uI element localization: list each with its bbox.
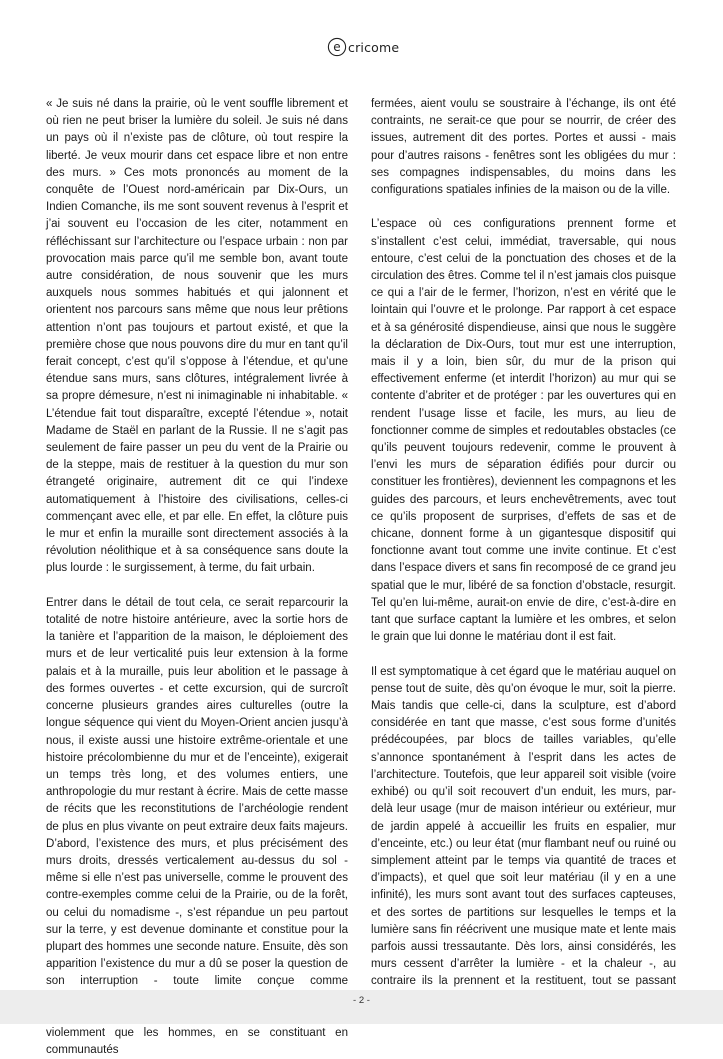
svg-text:e: e — [333, 40, 341, 55]
logo-text: cricome — [348, 39, 400, 55]
right-column — [371, 96, 676, 1025]
ecricome-logo — [327, 37, 399, 57]
paragraph: fermées, aient voulu se soustraire à l’échange, ils ont été contraints, ne serait-ce que pour se nourrir, de créer des issues, autrement dit des portes. Portes et aussi - mais pour d’autres raisons - fenêtres sont les obligées du mur : ses compagnes indispensables, du moins dans les configurations spatiales infinies de la maison ou de la ville. — [371, 98, 676, 197]
page-number: - 2 - — [353, 995, 370, 1006]
paragraph: L’espace où ces configurations prennent forme et s’installent c’est celui, immédiat, traversable, qui nous entoure, c’est celui de la ponctuation des choses et de la circulation des êtres. Comme tel il n’est jamais clos puisque ce qui a l’air de le fermer, l’horizon, n’est en vérité que le lointain qui l’ouvre et le prolonge. Par rapport à cet espace et à sa générosité dispendieuse, ainsi que nous le suggère la déclaration de Dix-Ours, tout mur est une interruption, mais il y a loin, bien sûr, du mur de la prison qui effectivement enferme (et interdit l’horizon) au mur qui se contente d’abriter et de protéger : par les ouvertures qui en rendent l’usage lisse et facile, les murs, au lieu de fonctionner comme de simples et redoutables obstacles (ce qu’ils peuvent toujours redevenir, comme le prouvent à l’envi les murs de séparation édifiés pour durcir ou constituer les frontières), deviennent les compagnons et les guides des parcours, et leurs enchevêtrements, avec tout ce qu’ils proposent de surprises, d’effets de sas et de chicane, donnent forme à un gigantesque dispositif qui fonctionne avant tout comme une invite continue. Et c’est dans l’espace divers et sans fin recomposé de ce grand jeu spatial que le mur, libéré de sa fonction d’obstacle, resurgit. Tel qu’en lui-même, aurait-on envie de dire, c’est-à-dire en tant que surface captant la lumière et les ombres, et selon le grain que lui donne le matériau dont il est fait. — [371, 218, 676, 644]
ecricome-e-icon — [327, 37, 347, 57]
paragraph: « Je suis né dans la prairie, où le vent souffle librement et où rien ne peut briser la lumière du soleil. Je suis né dans un pays où il n’existe pas de clôture, où tout respire la liberté. Je veux mourir dans cet espace libre et non entre des murs. » Ces mots prononcés au moment de la conquête de l’Ouest nord-américain par Dix-Ours, un Indien Comanche, ils me sont souvent revenus à l’esprit et j’ai souvent eu l’occasion de les citer, notamment en réfléchissant sur l’architecture ou l’espace urbain : non par provocation mais parce qu’il me semble bon, avant toute autre considération, de nous souvenir que les murs auxquels nous sommes habitués et qui jalonnent et orientent nos parcours sans même que nous leur prêtions attention n’ont pas toujours et partout existé, et que la première chose que nous pouvons dire du mur en tant qu’il ferait concept, c’est qu’il s’oppose à l’étendue, et qu’une étendue sans murs, sans clôtures, intégralement livrée à sa propre démesure, n’est ni inimaginable ni inhabitable. « L’étendue fait tout disparaître, excepté l’étendue », notait Madame de Staël en parlant de la Russie. Il ne s’agit pas seulement de faire passer un peu du vent de la Prairie ou de la steppe, mais de restituer à la question du mur son étrangeté originaire, autrement dit ce qui l’indexe automatiquement à l’histoire des civilisations, celles-ci commençant avec elle, et par elle. En effet, la clôture puis le mur et enfin la muraille sont directement associés à la révolution néolithique et à sa conséquence sans doute la plus lourde : le surgissement, à terme, du fait urbain. — [46, 98, 348, 575]
paragraph: Il est symptomatique à cet égard que le matériau auquel on pense tout de suite, dès qu’on évoque le mur, soit la pierre. Mais tandis que celle-ci, dans la sculpture, est d’abord considérée en tant que masse, c’est sous forme d’unités prédécoupées, par blocs de tailles variables, qu’elle s’annonce spontanément à l’esprit dans les actes de l’architecture. Toutefois, que leur appareil soit visible (voire exhibé) ou qu’il soit recouvert d’un enduit, les murs, par-delà leur usage (mur de maison intérieur ou extérieur, mur de jardin appelé à accueillir les fruits en espalier, mur d’enceinte, etc.) ou leur état (mur flambant neuf ou ruiné ou simplement atteint par le temps via quantité de traces et d’impacts), et quel que soit leur matériau (il y en a une infinité), les murs sont avant tout des surfaces capteuses, et des sortes de partitions sur lesquelles le temps et la lumière sans fin réécrivent une musique mate et lente mais parfois aussi tressautante. Dès lors, ainsi considérés, les murs cessent d’arrêter la lumière - et la chaleur -, au contraire ils la prennent et la restituent, tout se passant — [371, 665, 676, 988]
paragraph: Entrer dans le détail de tout cela, ce serait reparcourir la totalité de notre histoire antérieure, avec la sortie hors de la tanière et l’apparition de la maison, le déploiement des murs et de leur verticalité puis leur extension à la forme palais et à la muraille, puis leur abolition et le passage à des formes ouvertes - et cette excursion, qui de surcroît concerne plusieurs grandes aires culturelles (outre la longue séquence qui vient du Moyen-Orient ancien jusqu’à nous, il existe aussi une histoire extrême-orientale et une histoire précolombienne du mur et de l’enceinte), exigerait un temps très long, et des volumes entiers, une anthropologie du mur restant à écrire. Mais de cette masse de récits que les reconstitutions de l’archéologie rendent de plus en plus vivante on peut extraire deux faits majeurs. D’abord, l’existence des murs, et plus précisément des murs droits, dressés verticalement au-dessus du sol - même si elle n’est pas universelle, comme le prouvent des contre-exemples comme celui de la Prairie, ou de la forêt, ou celui du nomadisme -, s’est répandue un peu partout sur la terre, y est devenue dominante et constitue pour la plupart des hommes une seconde nature. Ensuite, dès son apparition l’existence du mur a dû se poser la question de son interruption - toute limite conçue comme violemment que les hommes, en se constituant en communautés — [46, 596, 348, 1057]
left-column — [46, 96, 348, 1059]
